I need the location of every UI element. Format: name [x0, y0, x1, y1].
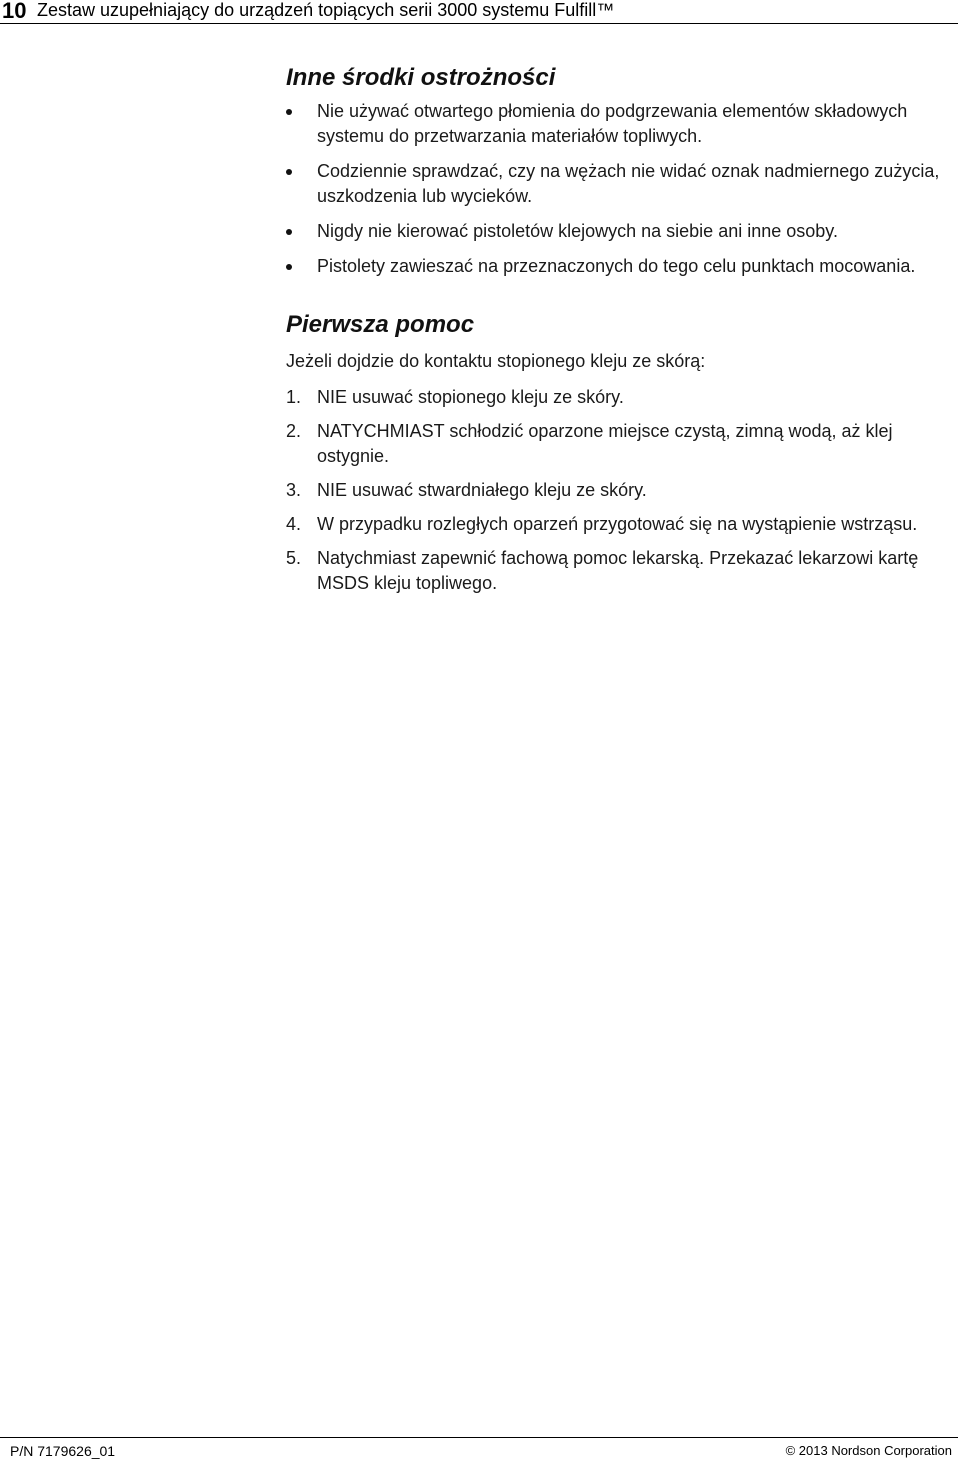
list-item: 5. Natychmiast zapewnić fachową pomoc lekarską. Przekazać lekarzowi kartę MSDS kleju topliwego.	[286, 548, 919, 593]
first-aid-intro: Jeżeli dojdzie do kontaktu stopionego kleju ze skórą:	[286, 351, 706, 371]
page-header	[0, 0, 958, 24]
page-content	[286, 62, 956, 605]
list-item: 4. W przypadku rozległych oparzeń przygotować się na wystąpienie wstrząsu.	[286, 514, 918, 534]
copyright-notice: © 2013 Nordson Corporation	[785, 1443, 952, 1458]
list-item: 3. NIE usuwać stwardniałego kleju ze skóry.	[286, 480, 647, 500]
list-item: Pistolety zawieszać na przeznaczonych do tego celu punktach mocowania.	[286, 254, 956, 279]
list-item: Nigdy nie kierować pistoletów klejowych na siebie ani inne osoby.	[286, 219, 956, 244]
running-title: Zestaw uzupełniający do urządzeń topiących serii 3000 systemu Fulfill™	[37, 0, 615, 20]
bullet-icon	[286, 264, 292, 270]
first-aid-steps	[286, 385, 956, 596]
list-item: 1. NIE usuwać stopionego kleju ze skóry.	[286, 387, 624, 407]
list-item: Nie używać otwartego płomienia do podgrzewania elementów składowych systemu do przetwarzania materiałów topliwych.	[286, 99, 956, 149]
part-number: P/N 7179626_01	[10, 1443, 116, 1459]
page-number: 10	[2, 0, 27, 23]
list-item: 2. NATYCHMIAST schłodzić oparzone miejsce czystą, zimną wodą, aż klej ostygnie.	[286, 421, 893, 466]
bullet-icon	[286, 169, 292, 175]
list-item: Codziennie sprawdzać, czy na wężach nie widać oznak nadmiernego zużycia, uszkodzenia lub wycieków.	[286, 159, 956, 209]
section-title-precautions: Inne środki ostrożności	[286, 64, 556, 91]
page-footer-rule	[0, 1437, 958, 1438]
bullet-icon	[286, 229, 292, 235]
precautions-list	[286, 99, 956, 279]
section-title-first-aid: Pierwsza pomoc	[286, 311, 475, 338]
bullet-icon	[286, 109, 292, 115]
